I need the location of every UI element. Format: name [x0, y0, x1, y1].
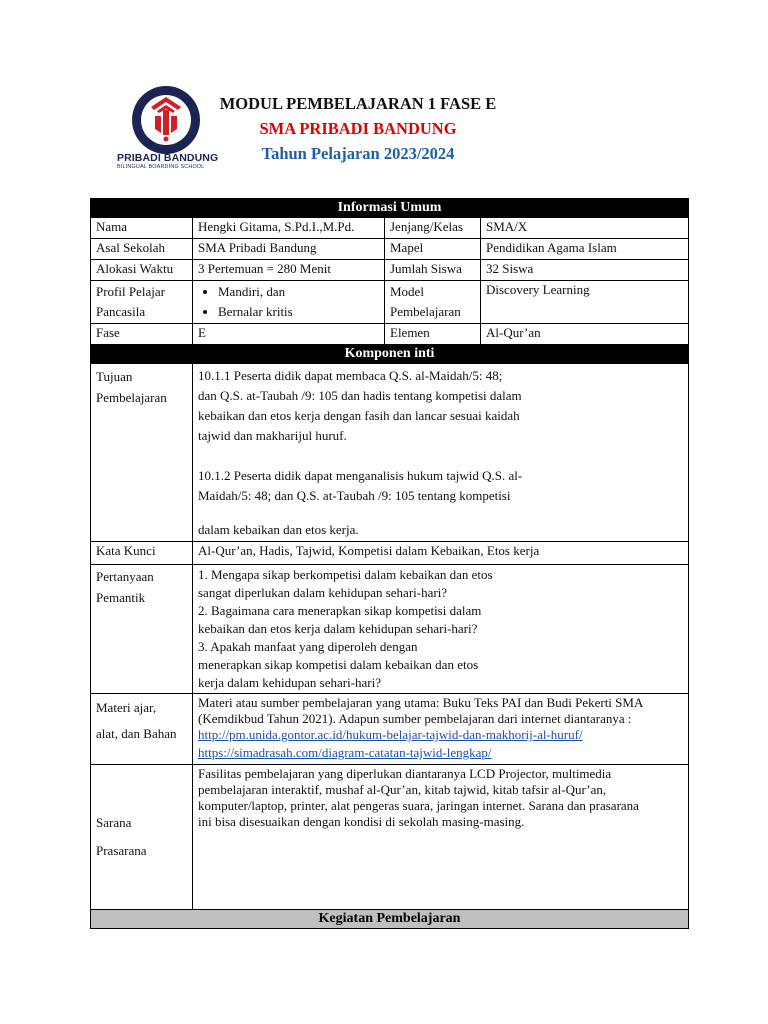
profil-label-line-1: Profil Pelajar — [96, 284, 165, 299]
alokasi-waktu-value: 3 Pertemuan = 280 Menit — [193, 260, 385, 281]
pertanyaan-label-line-2: Pemantik — [96, 590, 146, 605]
kata-kunci-value: Al-Qur’an, Hadis, Tajwid, Kompetisi dalam Kebaikan, Etos kerja — [193, 542, 689, 565]
tujuan-paragraph-2 — [198, 466, 683, 506]
model-label-line-2: Pembelajaran — [390, 304, 461, 319]
tujuan-label-line-1: Tujuan — [96, 369, 133, 384]
table-row — [91, 694, 689, 765]
text-line: 10.1.2 Peserta didik dapat menganalisis hukum tajwid Q.S. al- — [198, 468, 523, 483]
table-row — [91, 281, 689, 324]
mapel-value: Pendidikan Agama Islam — [481, 239, 689, 260]
elemen-label: Elemen — [385, 324, 481, 345]
text-line: kebaikan dan etos kerja dengan fasih dan lancar sesuai kaidah — [198, 408, 520, 423]
asal-sekolah-label: Asal Sekolah — [91, 239, 193, 260]
link-line — [198, 727, 683, 745]
tujuan-label — [91, 364, 193, 542]
reference-link-1[interactable]: http://pm.unida.gontor.ac.id/hukum-belajar-tajwid-dan-makhorij-al-huruf/ — [198, 727, 583, 742]
tujuan-paragraph-3: dalam kebaikan dan etos kerja. — [198, 522, 359, 537]
jenjang-label: Jenjang/Kelas — [385, 218, 481, 239]
text-line: ini bisa disesuaikan dengan kondisi di sekolah masing-masing. — [198, 814, 525, 829]
table-row — [91, 765, 689, 910]
model-pembelajaran-label — [385, 281, 481, 324]
logo-name: PRIBADI BANDUNG — [117, 152, 219, 164]
table-row — [91, 239, 689, 260]
fase-value: E — [193, 324, 385, 345]
text-line: sangat diperlukan dalam kehidupan sehari-hari? — [198, 585, 448, 600]
pertanyaan-label — [91, 565, 193, 694]
table-row — [91, 324, 689, 345]
text-line: (Kemdikbud Tahun 2021). Adapun sumber pembelajaran dari internet diantaranya : — [198, 711, 632, 726]
elemen-value: Al-Qur’an — [481, 324, 689, 345]
link-line — [198, 745, 683, 763]
profil-pelajar-value — [193, 281, 385, 324]
nama-label: Nama — [91, 218, 193, 239]
table-row — [91, 364, 689, 542]
text-line: 1. Mengapa sikap berkompetisi dalam kebaikan dan etos — [198, 567, 493, 582]
text-line: Maidah/5: 48; dan Q.S. at-Taubah /9: 105 tentang kompetisi — [198, 488, 511, 503]
list-item: • Mandiri, dan — [218, 282, 379, 302]
text-line: Fasilitas pembelajaran yang diperlukan diantaranya LCD Projector, multimedia — [198, 766, 612, 781]
table-row — [91, 260, 689, 281]
profil-list — [198, 282, 379, 322]
sarana-label-line-2: Prasarana — [96, 843, 147, 858]
logo-subtitle: BILINGUAL BOARDING SCHOOL — [117, 164, 205, 170]
text-line: kebaikan dan etos kerja dalam kehidupan sehari-hari? — [198, 621, 478, 636]
reference-link-2[interactable]: https://simadrasah.com/diagram-catatan-tajwid-lengkap/ — [198, 745, 492, 760]
nama-value: Hengki Gitama, S.Pd.I.,M.Pd. — [193, 218, 385, 239]
section-kegiatan-pembelajaran: Kegiatan Pembelajaran — [91, 910, 689, 929]
text-line: 10.1.1 Peserta didik dapat membaca Q.S. al-Maidah/5: 48; — [198, 368, 503, 383]
module-table — [90, 198, 689, 929]
jenjang-value: SMA/X — [481, 218, 689, 239]
text-line: komputer/laptop, printer, alat pengeras suara, jaringan internet. Sarana dan prasarana — [198, 798, 639, 813]
text-line: 3. Apakah manfaat yang diperoleh dengan — [198, 639, 418, 654]
model-label-line-1: Model — [390, 284, 424, 299]
materi-label — [91, 694, 193, 765]
jumlah-siswa-value: 32 Siswa — [481, 260, 689, 281]
table-row — [91, 565, 689, 694]
asal-sekolah-value: SMA Pribadi Bandung — [193, 239, 385, 260]
profil-pelajar-label — [91, 281, 193, 324]
pertanyaan-value — [193, 565, 689, 694]
text-line: 2. Bagaimana cara menerapkan sikap kompetisi dalam — [198, 603, 482, 618]
model-pembelajaran-value: Discovery Learning — [481, 281, 689, 324]
kata-kunci-label: Kata Kunci — [91, 542, 193, 565]
document-title: MODUL PEMBELAJARAN 1 FASE E — [219, 94, 497, 113]
pertanyaan-label-line-1: Pertanyaan — [96, 569, 154, 584]
text-line: Materi atau sumber pembelajaran yang utama: Buku Teks PAI dan Budi Pekerti SMA — [198, 695, 644, 710]
jumlah-siswa-label: Jumlah Siswa — [385, 260, 481, 281]
profil-label-line-2: Pancasila — [96, 304, 146, 319]
materi-label-line-1: Materi ajar, — [96, 700, 157, 715]
text-line: tajwid dan makharijul huruf. — [198, 428, 347, 443]
materi-label-line-2: alat, dan Bahan — [96, 726, 177, 741]
table-row — [91, 218, 689, 239]
tujuan-label-line-2: Pembelajaran — [96, 390, 167, 405]
section-informasi-umum: Informasi Umum — [91, 199, 689, 218]
text-line: pembelajaran interaktif, mushaf al-Qur’an, kitab tajwid, kitab tafsir al-Qur’an, — [198, 782, 607, 797]
alokasi-waktu-label: Alokasi Waktu — [91, 260, 193, 281]
section-komponen-inti: Komponen inti — [91, 345, 689, 364]
text-line: menerapkan sikap kompetisi dalam kebaikan dan etos — [198, 657, 479, 672]
tujuan-value — [193, 364, 689, 542]
sarana-value — [193, 765, 689, 910]
text-line: dan Q.S. at-Taubah /9: 105 dan hadis tentang kompetisi dalam — [198, 388, 522, 403]
text-line: kerja dalam kehidupan sehari-hari? — [198, 675, 381, 690]
academic-year: Tahun Pelajaran 2023/2024 — [261, 144, 455, 163]
list-item: • Bernalar kritis — [218, 302, 379, 322]
fase-label: Fase — [91, 324, 193, 345]
sarana-label-line-1: Sarana — [96, 815, 132, 830]
tujuan-paragraph-1 — [198, 366, 683, 446]
materi-value — [193, 694, 689, 765]
mapel-label: Mapel — [385, 239, 481, 260]
school-name: SMA PRIBADI BANDUNG — [259, 119, 457, 138]
table-row — [91, 542, 689, 565]
sarana-label — [91, 765, 193, 910]
